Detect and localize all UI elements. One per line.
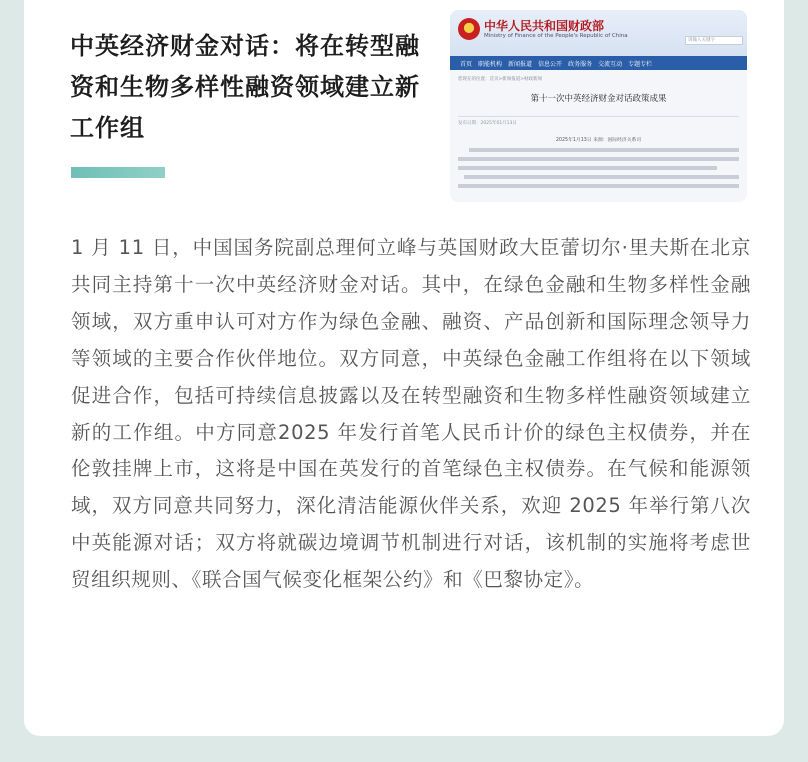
- article-body: 1 月 11 日，中国国务院副总理何立峰与英国财政大臣蕾切尔·里夫斯在北京共同主持第十一次中英经济财金对话。其中，在绿色金融和生物多样性金融领域，双方重申认可对方作为绿色金融、融资、产品创新和国际理念领导力等领域的主要合作伙伴地位。双方同意，中英绿色金融工作组将在以下领域促进合作，包括可持续信息披露以及在转型融资和生物多样性融资领域建立新的工作组。中方同意2025 年发行首笔人民币计价的绿色主权债券，并在伦敦挂牌上市，这将是中国在英发行的首笔绿色主权债券。在气候和能源领域，双方同意共同努力，深化清洁能源伙伴关系，欢迎 2025 年举行第八次中英能源对话；双方将就碳边境调节机制进行对话，该机制的实施将考虑世贸组织规则、《联合国气候变化框架公约》和《巴黎协定》。: [71, 236, 751, 592]
- site-breadcrumb: 您现在的位置：首页>新闻报道>财政新闻: [458, 77, 543, 82]
- site-text-line: [469, 148, 739, 152]
- site-text-line: [464, 175, 739, 179]
- site-text-line: [458, 157, 739, 161]
- site-search-input: 请输入关键字: [685, 36, 743, 45]
- site-doc-meta: 发布日期：2025年01月13日: [458, 121, 517, 126]
- headline-accent-bar: [71, 167, 165, 178]
- site-nav: [450, 56, 747, 70]
- nav-item: 首页: [460, 60, 473, 68]
- site-doc-title: 第十一次中英经济财金对话政策成果: [530, 94, 667, 104]
- nav-item: 信息公开: [538, 60, 563, 68]
- mof-webpage-screenshot: [450, 10, 747, 202]
- nav-item: 职能机构: [478, 60, 503, 68]
- site-content: [450, 70, 747, 194]
- site-title: 中华人民共和国财政部: [484, 19, 605, 33]
- article-headline: 中英经济财金对话：将在转型融资和生物多样性融资领域建立新工作组: [70, 32, 420, 142]
- site-banner: [450, 10, 747, 56]
- nav-item: 新闻报道: [508, 60, 533, 68]
- national-emblem-icon: [458, 18, 480, 40]
- nav-item: 政务服务: [568, 60, 593, 68]
- nav-item: 交流互动: [598, 60, 623, 68]
- site-doc-dateline: 2025年1月13日 来源：国际经济关系司: [555, 138, 642, 143]
- site-divider: [458, 116, 739, 117]
- site-subtitle: Ministry of Finance of the People's Republic of China: [484, 33, 628, 39]
- article-card: [24, 0, 784, 736]
- site-text-line: [458, 166, 717, 170]
- nav-item: 专题专栏: [628, 60, 653, 68]
- site-text-line: [458, 184, 739, 188]
